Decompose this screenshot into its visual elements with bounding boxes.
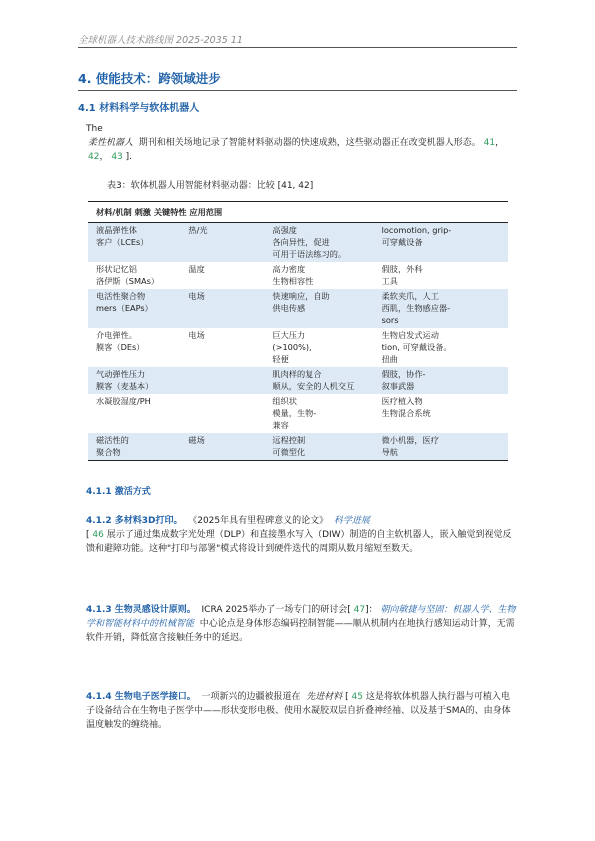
table-row [88,223,508,263]
citation-link[interactable]: 43 [111,152,123,162]
intro-end: ]. [125,152,133,162]
table-cell: 磁场 [180,433,264,461]
body-4-1-2: 展示了通过集成数字光处理（DLP）和直接墨水写入（DIW）制造的自主软机器人，嵌入触觉到视觉反馈和避障功能。这种"打印与部署"模式将设计到硬件迭代的周期从数月缩短至数天。 [86,530,512,554]
table-row [88,289,508,328]
paragraph-4-1-3 [86,603,518,645]
table-cell: 远程控制 可微型化 [264,433,373,461]
section-title: 4. 使能技术：跨领域进步 [78,71,221,86]
table-cell: 气动弹性压力 膜客（麦基本） [88,367,180,394]
table-cell: 巨大压力 (>100%), 轻便 [272,330,312,364]
table-cell: 快速响应，自助 供电传感 [264,289,373,328]
table-cell: 假肢，外科 工具 [381,264,423,286]
section-rule [78,90,517,91]
table-row [88,367,508,394]
intro-the: The [86,124,103,134]
venue-4-1-2: 科学进展 [333,516,370,526]
table-cell: 形状记忆铝 洛伊斯（SMAs） [96,264,160,286]
body3-4-1-3: 中心论点是身体形态编码控制智能——顺从机制内在地执行感知运动计算，无需软件开销，降低富含接触任务中的延迟。 [86,619,515,643]
heading-4-1-4: 4.1.4 生物电子医学接口。 [86,692,196,702]
body2-4-1-3: ]： [365,605,378,615]
table-row [88,328,508,367]
table-row [88,262,508,289]
table-cell: 组织状 模量，生物- 兼容 [272,396,317,430]
body1-4-1-4: 一项新兴的边疆被报道在 [201,692,301,702]
body2-4-1-4: 这是将软体机器人执行器与可植入电子设备结合在生物电子医学中——形状变形电极、使用水凝胶双层自折叠神经袖、以及基于SMA的、由身体温度触发的缠绕袖。 [86,692,511,730]
heading-4-1-3: 4.1.3 生物灵感设计原则。 [86,605,196,615]
table-row [88,394,508,433]
table-cell: 柔软夹爪，人工 西肌，生物感应器- sors [374,289,508,328]
table-cell: 肌肉样的复合 顺从，安全的人机交互 [264,367,373,394]
table-row [88,433,508,461]
table-cell [180,367,264,394]
citation-link[interactable]: 47 [353,605,366,615]
table-cell: 介电弹性。 膜客（DEs） [96,330,145,352]
table-header: 材料/机制 刺激 关键特性 应用范围 [88,202,508,223]
citation-link[interactable]: 45 [351,692,363,702]
subsubsection-4-1-1: 4.1.1 激活方式 [86,487,151,497]
actuator-table [88,201,508,461]
table-cell: 高力密度 生物相容性 [272,264,314,286]
citation-link[interactable]: 42 [88,152,100,162]
header-rule [78,47,517,48]
table-cell [180,394,264,433]
table-cell: 液晶弹性体 客户（LCEs） [88,223,180,263]
journal-4-1-4: 先进材料 [306,692,343,702]
table-cell: 水凝胶湿度/PH [96,396,151,406]
paragraph-4-1-4: 4.1.4 生物电子医学接口。 一项新兴的边疆被报道在 先进材料 [ 45 这是将软体机器人执行器与可植入电子设备结合在生物电子医学中——形状变形电极、使用水凝胶双层自折叠神经袖、以及基于SMA的、由身体温度触发的缠绕袖。 [86,692,511,730]
table-cell: 生物启发式运动 tion, 可穿戴设备。 扭曲 [381,330,452,364]
table-cell: 热/光 [180,223,264,263]
table-cell: locomotion, grip- 可穿戴设备 [374,223,508,263]
subsection-title: 4.1 材料科学与软体机器人 [78,103,200,114]
intro-body: 期刊和相关场地记录了智能材料驱动器的快速成熟，这些驱动器正在改变机器人形态。 [138,138,481,148]
intro-journal: 柔性机器人 [88,138,134,148]
table-cell: 温度 [188,264,205,274]
table-cell: 高强度 各向异性，促进 可用于语法练习的。 [264,223,373,263]
table-cell: 电场 [188,330,205,340]
table-cell: 电活性聚合物 mers（EAPs） [88,289,180,328]
workshop-title: 朝向敏捷与坚固：机器人学、生物学和智能材料中的机械智能 [86,605,516,629]
running-header: 全球机器人技术路线图 2025-2035 11 [78,35,243,46]
body1-4-1-3: ICRA 2025举办了一场专门的研讨会[ [201,605,351,615]
table-cell: 微小机器，医疗 导航 [374,433,508,461]
paragraph-4-1-2: 4.1.2 多材料3D打印。 《2025年具有里程碑意义的论文》 科学进展 [ 46 展示了通过集成数字光处理（DLP）和直接墨水写入（DIW）制造的自主软机器人，嵌入触觉到视觉反馈和避障功能。这种"打印与部署"模式将设计到硬件迭代的周期从数月缩短至数天。 [86,516,512,554]
table-caption: 表3：软体机器人用智能材料驱动器：比较 [41, 42] [107,181,314,191]
table-cell: 医疗植入物 生物混合系统 [381,396,431,418]
intro-paragraph: The 柔性机器人 期刊和相关场地记录了智能材料驱动器的快速成熟，这些驱动器正在改变机器人形态。 41， 42， 43 ]. [86,122,518,164]
table-body [88,223,508,461]
quote-4-1-2: 《2025年具有里程碑意义的论文》 [188,516,329,526]
citation-link[interactable]: 41 [483,138,496,148]
heading-4-1-2: 4.1.2 多材料3D打印。 [86,516,183,526]
table-cell: 假肢，协作- 叙事武器 [374,367,508,394]
table-cell: 电场 [180,289,264,328]
table-cell: 磁活性的 聚合物 [88,433,180,461]
citation-link[interactable]: 46 [92,530,104,540]
